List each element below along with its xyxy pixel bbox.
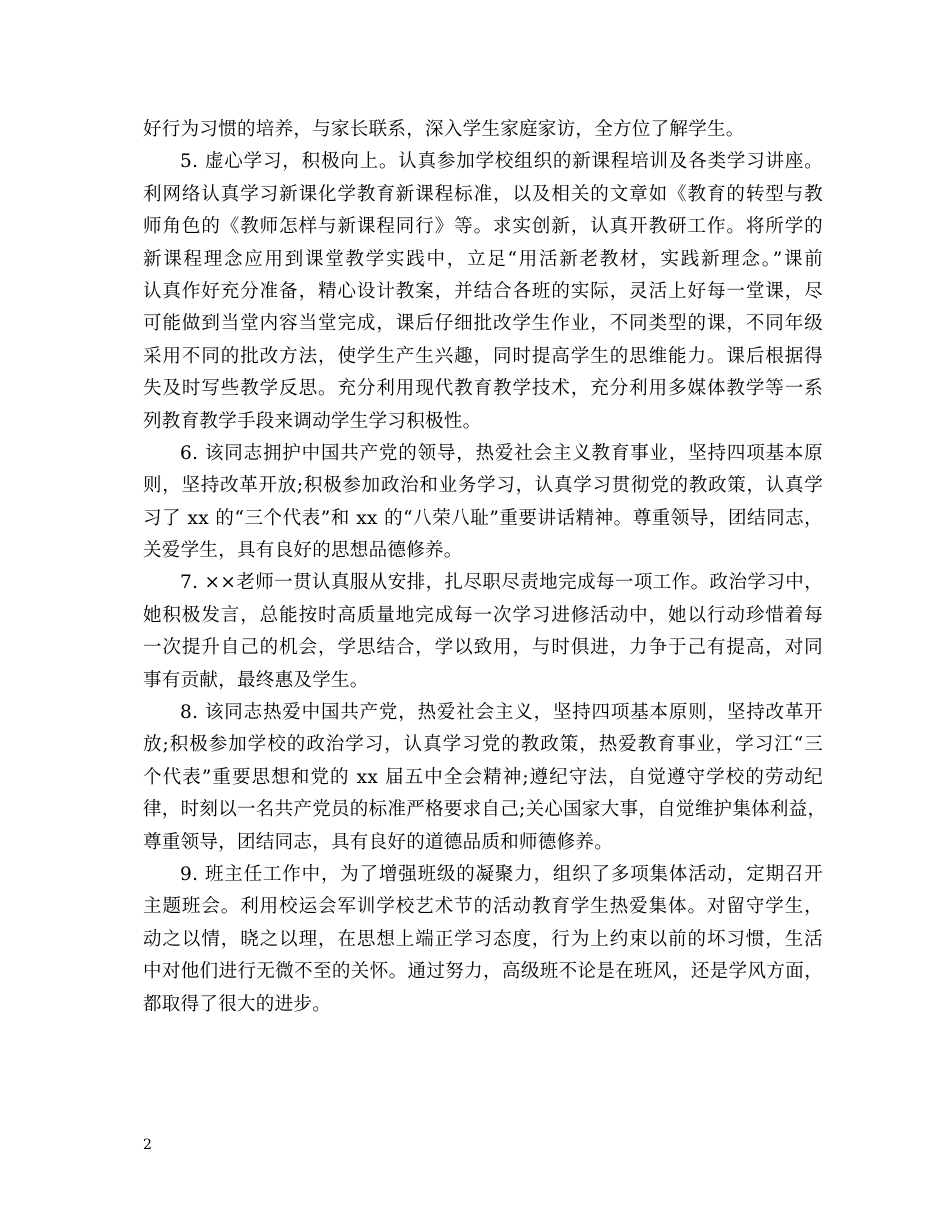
text-line: 采用不同的批改方法，使学生产生兴趣，同时提高学生的思维能力。课后根据得 (143, 345, 823, 367)
text-line: 关爱学生，具有良好的思想品德修养。 (143, 540, 463, 562)
text-line: 放;积极参加学校的政治学习，认真学习党的教政策，热爱教育事业，学习江“三 (143, 734, 823, 756)
text-line: 个代表”重要思想和党的 xx 届五中全会精神;遵纪守法，自觉遵守学校的劳动纪 (143, 766, 823, 788)
text-line: 尊重领导，团结同志，具有良好的道德品质和师德修养。 (143, 831, 614, 853)
text-line: 则，坚持改革开放;积极参加政治和业务学习，认真学习贯彻党的教政策，认真学 (143, 475, 823, 497)
text-line: 6. 该同志拥护中国共产党的领导，热爱社会主义教育事业，坚持四项基本原 (180, 442, 823, 464)
text-line: 认真作好充分准备，精心设计教案，并结合各班的实际，灵活上好每一堂课，尽 (143, 280, 823, 302)
text-line: 失及时写些教学反思。充分利用现代教育教学技术，充分利用多媒体教学等一系 (143, 378, 823, 400)
text-line: 动之以情，晓之以理，在思想上端正学习态度，行为上约束以前的坏习惯，生活 (143, 928, 823, 950)
text-line: 习了 xx 的“三个代表”和 xx 的“八荣八耻”重要讲话精神。尊重领导，团结同志， (143, 507, 823, 529)
text-line: 中对他们进行无微不至的关怀。通过努力，高级班不论是在班风，还是学风方面， (143, 961, 823, 983)
text-line: 主题班会。利用校运会军训学校艺术节的活动教育学生热爱集体。对留守学生， (143, 896, 823, 918)
text-line: 5. 虚心学习，积极向上。认真参加学校组织的新课程培训及各类学习讲座。 (180, 151, 823, 173)
text-line: 事有贡献，最终惠及学生。 (143, 669, 369, 691)
text-line: 8. 该同志热爱中国共产党，热爱社会主义，坚持四项基本原则，坚持改革开 (180, 702, 823, 724)
text-line: 师角色的《教师怎样与新课程同行》等。求实创新，认真开教研工作。将所学的 (143, 216, 823, 238)
text-line: 9. 班主任工作中，为了增强班级的凝聚力，组织了多项集体活动，定期召开 (180, 863, 823, 885)
text-line: 都取得了很大的进步。 (143, 993, 332, 1015)
text-line: 她积极发言，总能按时高质量地完成每一次学习进修活动中，她以行动珍惜着每 (143, 604, 823, 626)
text-line: 好行为习惯的培养，与家长联系，深入学生家庭家访，全方位了解学生。 (143, 119, 745, 140)
page-number: 2 (143, 1137, 152, 1153)
text-line: 列教育教学手段来调动学生学习积极性。 (143, 410, 482, 432)
text-line: 利网络认真学习新课化学教育新课程标准，以及相关的文章如《教育的转型与教 (143, 183, 823, 205)
text-line: 可能做到当堂内容当堂完成，课后仔细批改学生作业，不同类型的课，不同年级 (143, 313, 823, 335)
text-line: 律，时刻以一名共产党员的标准严格要求自己;关心国家大事，自觉维护集体利益， (143, 799, 827, 821)
text-line: 新课程理念应用到课堂教学实践中，立足“用活新老教材，实践新理念。”课前 (143, 248, 823, 270)
document-body (143, 114, 827, 1021)
text-line: 7. ××老师一贯认真服从安排，扎尽职尽责地完成每一项工作。政治学习中， (180, 572, 823, 594)
text-line: 一次提升自己的机会，学思结合，学以致用，与时俱进，力争于己有提高，对同 (143, 637, 823, 659)
